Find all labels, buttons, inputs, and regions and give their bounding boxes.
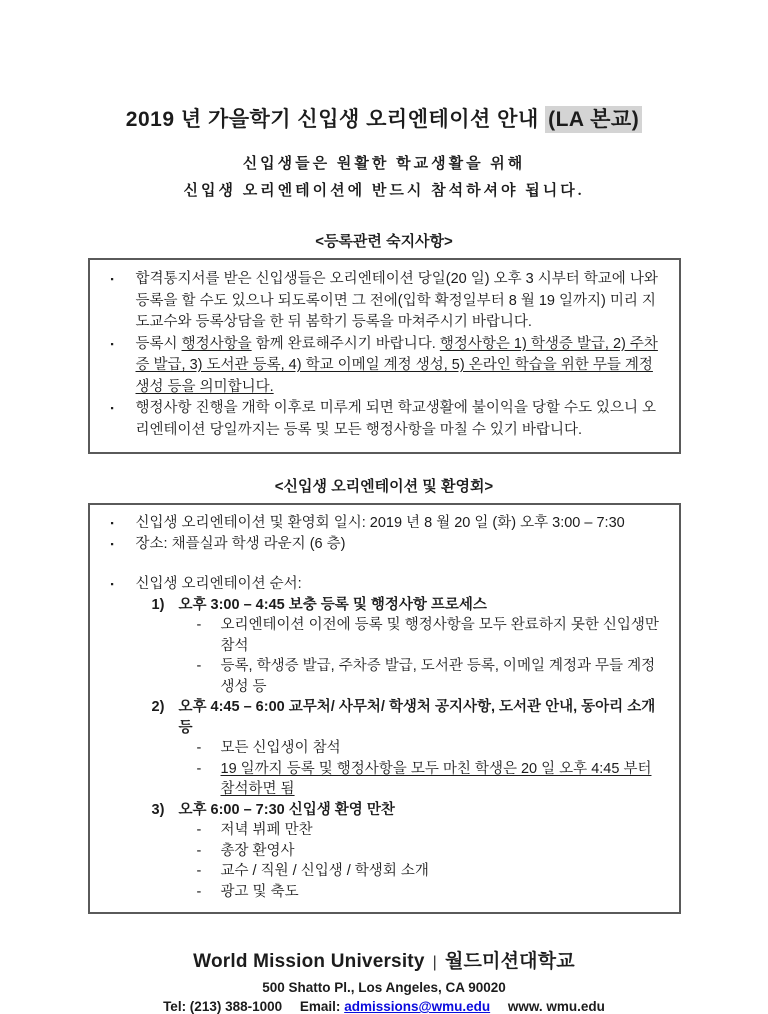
schedule-item-2-sub-2-underlined: 19 일까지 등록 및 행정사항을 모두 마친 학생은 20 일 오후 4:45 부터 참석하면 됨 [220,760,652,797]
registration-bullet-2-part1: 등록시 [135,335,182,352]
spacer [90,554,665,574]
schedule-item-1-sub-2: - 등록, 학생증 발급, 주차증 발급, 도서관 등록, 이메일 계정과 무들 계정 생성 등 [90,656,665,697]
page-title [0,0,768,136]
schedule-item-3-sub-1: - 저녁 뷔페 만찬 [90,820,665,841]
registration-bullet-3: ▪ 행정사항 진행을 개학 이후로 미루게 되면 학교생활에 불이익을 당할 수도 있으니 오리엔테이션 당일까지는 등록 및 모든 행정사항을 마칠 수 있기 바랍니다. [90,398,665,441]
university-name-kr: 월드미션대학교 [444,951,575,972]
schedule-item-1-sub-1: - 오리엔테이션 이전에 등록 및 행정사항을 모두 완료하지 못한 신입생만 참석 [90,615,665,656]
university-name-en: World Mission University [193,951,425,972]
orientation-location: ▪ 장소: 채플실과 학생 라운지 (6 층) [90,534,665,555]
schedule-item-3-heading [90,800,665,821]
footer-tel: Tel: (213) 388-1000 [163,999,283,1014]
university-name-separator: | [432,954,437,971]
schedule-item-2-sub-2 [90,759,665,800]
intro-line-1: 신입생들은 원활한 학교생활을 위해 [242,156,526,172]
orientation-datetime: ▪ 신입생 오리엔테이션 및 환영회 일시: 2019 년 8 월 20 일 (화) 오후 3:00 – 7:30 [90,513,665,534]
footer-website: www. wmu.edu [507,999,605,1014]
registration-bullet-2 [90,334,665,399]
schedule-item-2-number: 2) [151,699,165,715]
footer [0,946,768,1014]
schedule-item-3-sub-4: - 광고 및 축도 [90,882,665,903]
intro-statement [0,151,768,205]
schedule-item-2-heading [90,697,665,738]
registration-bullet-1: ▪ 합격통지서를 받은 신입생들은 오리엔테이션 당일(20 일) 오후 3 시부터 학교에 나와 등록을 할 수도 있으나 되도록이면 그 전에(입학 확정일부터 8 월 19 일까지) 미리 지도교수와 등록상담을 한 뒤 봄학기 등록을 마쳐주시기 바랍니다. [90,269,665,334]
orientation-order-label: ▪ 신입생 오리엔테이션 순서: [90,574,665,595]
registration-bullet-2-part4-underlined: 행정사항은 1) 학생증 발급, 2) 주차증 발급, 3) 도서관 등록, 4) 학교 이메일 계정 생성, 5) 온라인 학습을 위한 무들 계정 생성 등을 의미합니다. [135,335,658,395]
schedule-item-1-title: 오후 3:00 – 4:45 보충 등록 및 행정사항 프로세스 [178,596,487,613]
email-link[interactable]: admissions@wmu.edu [344,999,491,1014]
schedule-item-3-title: 오후 6:00 – 7:30 신입생 환영 만찬 [178,801,395,818]
schedule-item-1-number: 1) [151,596,165,613]
schedule-item-1-heading [90,595,665,616]
footer-address: 500 Shatto Pl., Los Angeles, CA 90020 [262,980,506,995]
schedule-item-3-sub-3: - 교수 / 직원 / 신입생 / 학생회 소개 [90,861,665,882]
page-title-highlight: (LA 본교) [545,106,642,133]
schedule-item-3-sub-2: - 총장 환영사 [90,841,665,862]
schedule-item-2-sub-1: - 모든 신입생이 참석 [90,738,665,759]
schedule-item-3-number: 3) [151,801,165,818]
section-header-registration: <등록관련 숙지사항> [315,233,453,250]
registration-notice-box [88,258,681,454]
orientation-box [88,503,681,914]
registration-bullet-2-part2-underlined: 행정사항을 [181,335,252,352]
section-header-orientation: <신입생 오리엔테이션 및 환영회> [274,478,494,495]
page-title-text: 2019 년 가을학기 신입생 오리엔테이션 안내 [125,108,546,131]
footer-university-name [0,946,768,973]
intro-line-2: 신입생 오리엔테이션에 반드시 참석하셔야 됩니다. [183,183,585,199]
registration-bullet-2-part3: 함께 완료해주시기 바랍니다. [251,335,440,352]
footer-email-label: Email: [299,999,341,1014]
footer-contact-line [0,999,768,1014]
schedule-item-2-title: 오후 4:45 – 6:00 교무처/ 사무처/ 학생처 공지사항, 도서관 안내, 동아리 소개 등 [178,699,656,736]
